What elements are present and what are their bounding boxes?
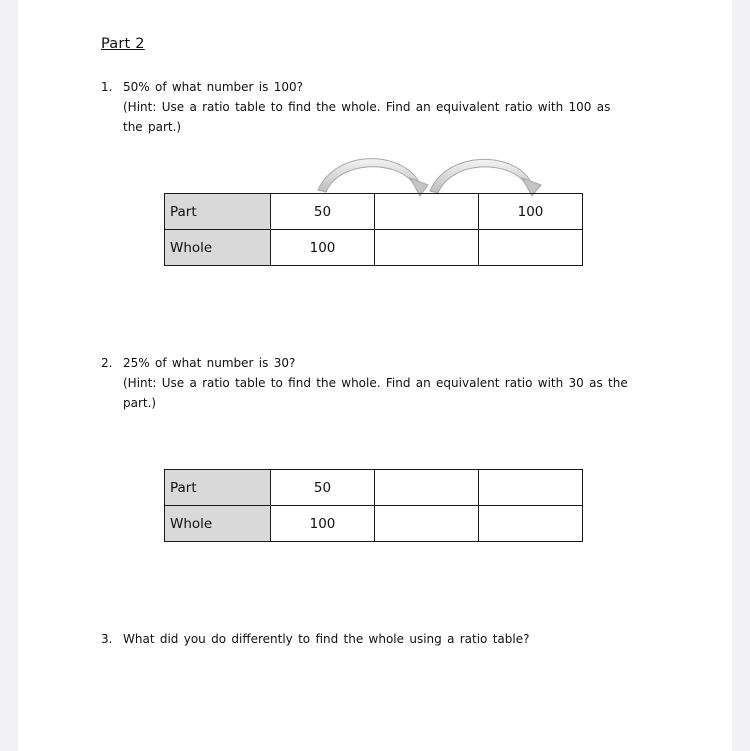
question-2-hint: (Hint: Use a ratio table to find the whole. Find an equivalent ratio with 30 as the part.) [123,376,628,410]
arrow-2 [430,159,541,196]
table-row [165,230,583,266]
question-2-text: 25% of what number is 30? [123,356,296,370]
table-cell [375,506,479,542]
question-1-hint: (Hint: Use a ratio table to find the whole. Find an equivalent ratio with 100 as the part.) [123,100,611,134]
table-row [165,470,583,506]
row-label: Part [165,470,271,506]
row-label: Whole [165,506,271,542]
question-3-text: What did you do differently to find the whole using a ratio table? [123,632,530,646]
question-1 [101,77,633,137]
question-2-number: 2. [101,356,113,370]
table-cell: 100 [271,230,375,266]
table-row [165,506,583,542]
ratio-table-1 [164,193,583,266]
table-cell [375,194,479,230]
table-cell: 50 [271,194,375,230]
row-label: Part [165,194,271,230]
question-3-number: 3. [101,632,113,646]
question-3 [101,629,529,649]
table-cell: 50 [271,470,375,506]
part-title: Part 2 [101,36,145,52]
worksheet-page [18,0,732,751]
row-label: Whole [165,230,271,266]
arrow-1 [318,159,428,196]
question-1-number: 1. [101,80,113,94]
table-cell [479,506,583,542]
question-1-text: 50% of what number is 100? [123,80,303,94]
question-2 [101,353,633,413]
table-cell: 100 [271,506,375,542]
ratio-table-2 [164,469,583,542]
table-cell [375,470,479,506]
table-cell [479,230,583,266]
table-row [165,194,583,230]
table-cell [375,230,479,266]
table-cell: 100 [479,194,583,230]
table-cell [479,470,583,506]
